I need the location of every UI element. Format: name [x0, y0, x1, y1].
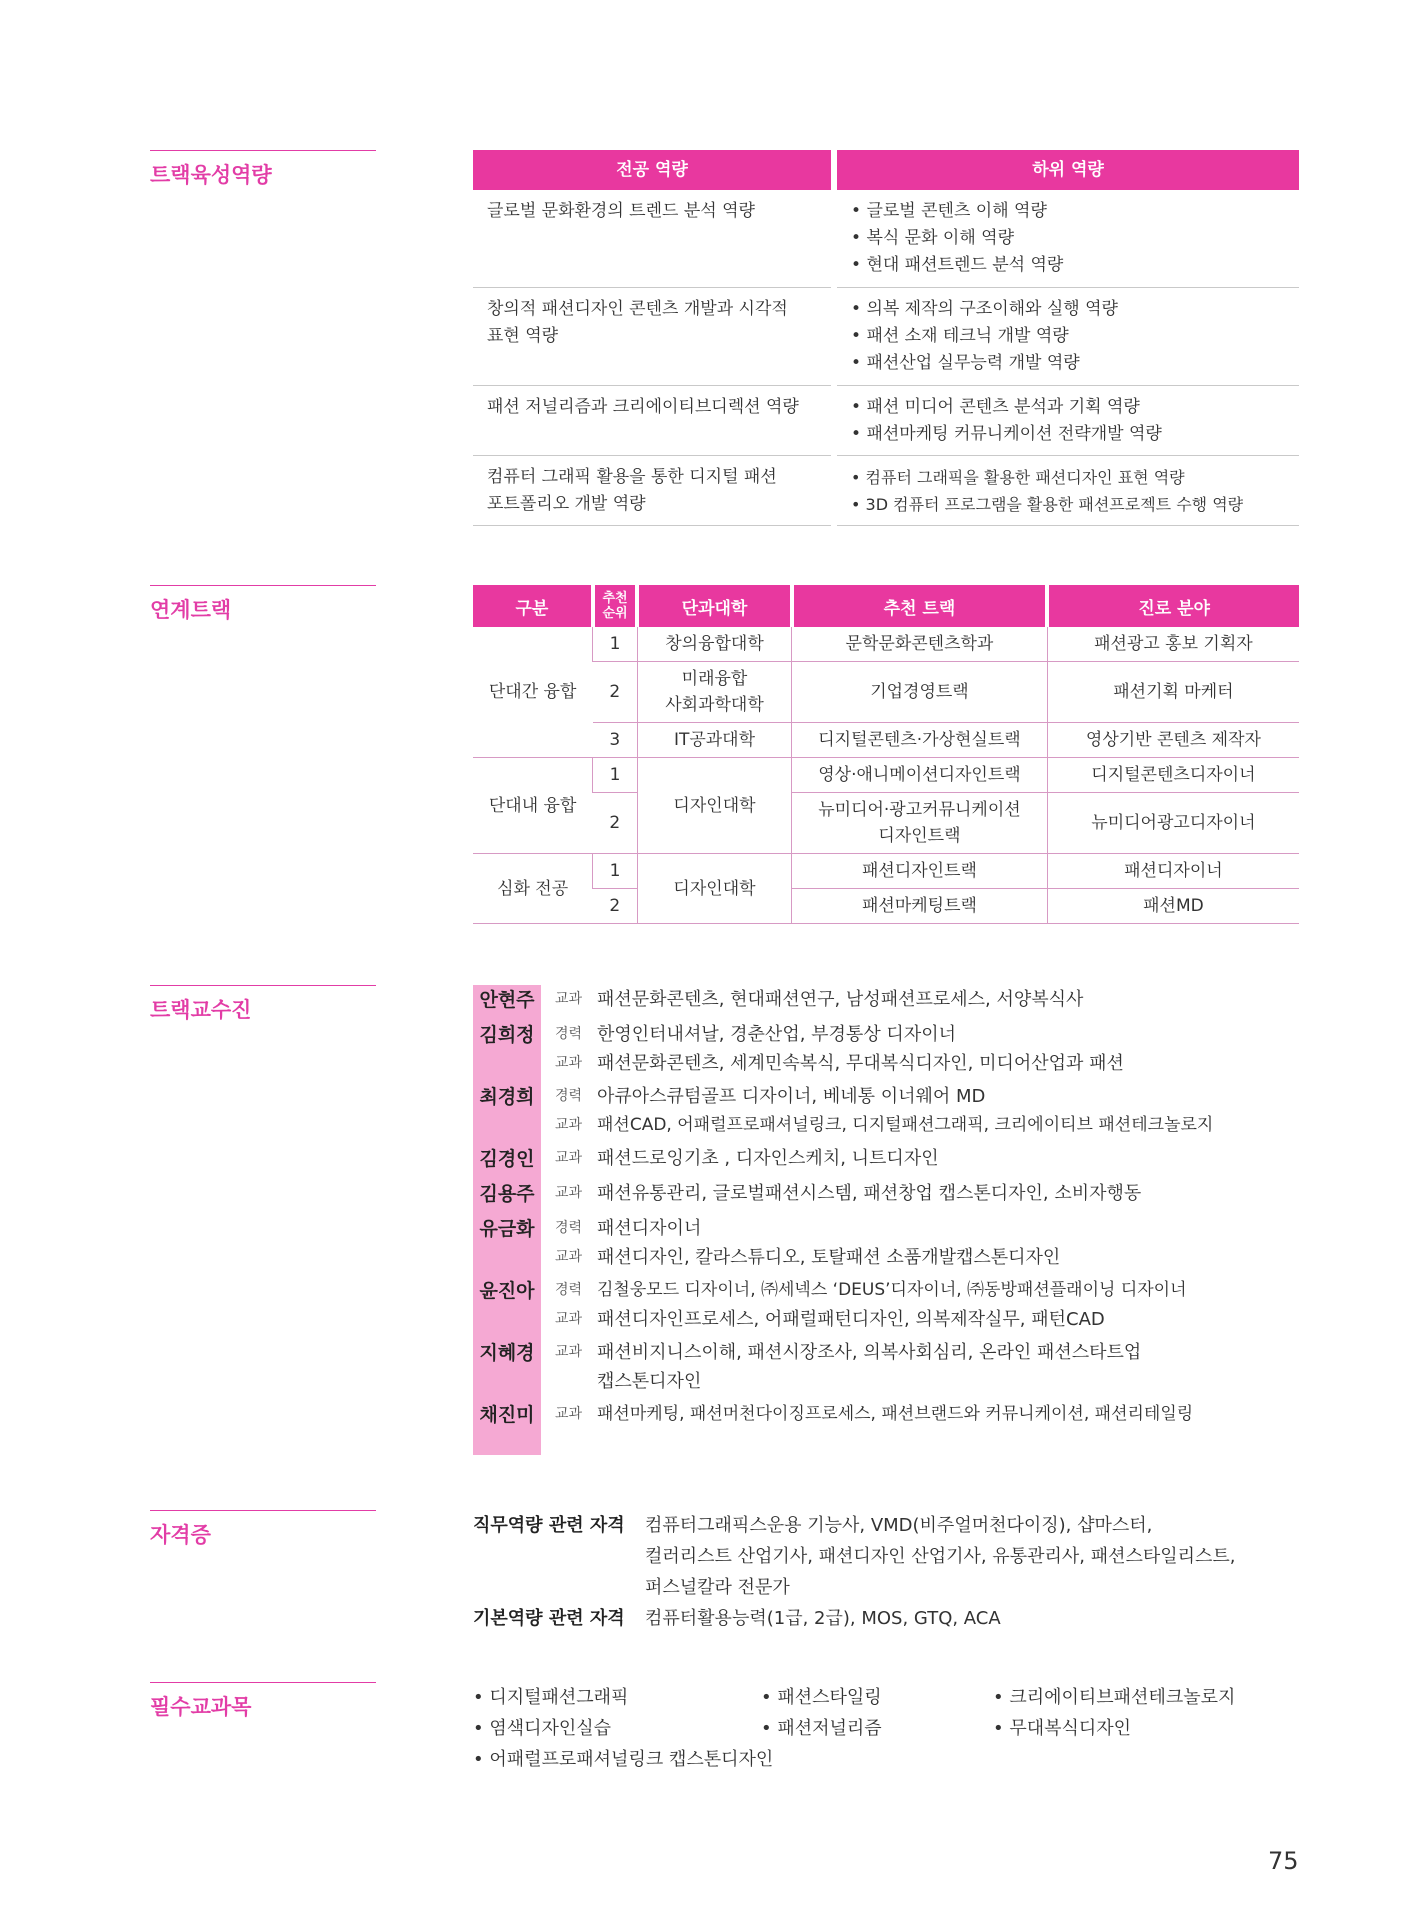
list-item: 김희정 경력 한영인터내셔날, 경춘산업, 부경통상 디자이너 교과 패션문화콘텐츠, 세계민속복식, 무대복식디자인, 미디어산업과 패션	[473, 1020, 1299, 1078]
faculty-name: 최경희	[479, 1086, 535, 1108]
list-item: 안현주 교과 패션문화콘텐츠, 현대패션연구, 남성패션프로세스, 서양복식사	[473, 985, 1299, 1016]
sub-item: • 컴퓨터 그래픽을 활용한 패션디자인 표현 역량	[851, 464, 1285, 491]
faculty-name: 김용주	[479, 1183, 535, 1205]
certificate-list	[473, 1510, 1299, 1634]
sub-item: • 현대 패션트렌드 분석 역량	[851, 252, 1285, 279]
major-text: 패션 저널리즘과 크리에이티브디렉션 역량	[487, 397, 799, 417]
linked-track-table	[473, 585, 1299, 924]
table-header-row	[473, 585, 1299, 627]
sub-item: • 패션 미디어 콘텐츠 분석과 기획 역량	[851, 394, 1285, 421]
list-item: 윤진아 경력 김철웅모드 디자이너, ㈜세넥스 ‘DEUS’디자이너, ㈜동방패션플래이닝 디자이너 교과 패션디자인프로세스, 어패럴패턴디자인, 의복제작실무, 패턴CAD	[473, 1276, 1299, 1334]
faculty-name: 김경인	[479, 1148, 535, 1170]
faculty-name: 지혜경	[479, 1342, 535, 1364]
table-row: 단대간 융합 1 창의융합대학 문학문화콘텐츠학과 패션광고 홍보 기획자	[473, 627, 1299, 662]
sub-item: • 패션산업 실무능력 개발 역량	[851, 350, 1285, 377]
faculty-name: 채진미	[479, 1404, 535, 1426]
list-item: • 염색디자인실습	[473, 1713, 761, 1744]
faculty-name: 안현주	[479, 989, 535, 1011]
table-row	[473, 190, 1299, 288]
sub-item: • 패션 소재 테크닉 개발 역량	[851, 323, 1285, 350]
required-course-list	[473, 1682, 1299, 1775]
section-title-faculty: 트랙교수진	[150, 985, 376, 1024]
table-row	[473, 288, 1299, 386]
table-row: 2 뉴미디어·광고커뮤니케이션 디자인트랙 뉴미디어광고디자이너	[473, 793, 1299, 854]
faculty-name: 윤진아	[479, 1280, 535, 1302]
list-item: • 무대복식디자인	[993, 1713, 1293, 1744]
table-row: 단대내 융합 1 디자인대학 영상·애니메이션디자인트랙 디지털콘텐츠디자이너	[473, 758, 1299, 793]
table-row: 2 미래융합 사회과학대학 기업경영트랙 패션기획 마케터	[473, 662, 1299, 723]
group-label: 단대간 융합	[473, 627, 593, 758]
table-row	[473, 386, 1299, 456]
cert-category: 기본역량 관련 자격	[473, 1608, 625, 1629]
section-title-certificate: 자격증	[150, 1510, 376, 1549]
header-career: 진로 분야	[1047, 585, 1299, 627]
list-item: 김경인 교과 패션드로잉기초 , 디자인스케치, 니트디자인	[473, 1144, 1299, 1175]
section-title-competency: 트랙육성역량	[150, 150, 376, 189]
major-text: 포트폴리오 개발 역량	[487, 494, 646, 514]
header-major: 전공 역량	[473, 150, 831, 190]
list-item: 지혜경 교과 패션비지니스이해, 패션시장조사, 의복사회심리, 온라인 패션스타트업 캡스톤디자인	[473, 1338, 1299, 1396]
competency-header	[473, 150, 1299, 190]
header-rank: 추천 순위	[593, 585, 638, 627]
table-row	[473, 456, 1299, 526]
faculty-name: 유금화	[479, 1218, 535, 1240]
header-college: 단과대학	[637, 585, 791, 627]
major-text: 표현 역량	[487, 326, 559, 346]
table-row: 심화 전공 1 디자인대학 패션디자인트랙 패션디자이너	[473, 854, 1299, 889]
list-item: 최경희 경력 아큐아스큐텀골프 디자이너, 베네통 이너웨어 MD 교과 패션CAD, 어패럴프로패셔널링크, 디지털패션그래픽, 크리에이티브 패션테크놀로지	[473, 1082, 1299, 1140]
sub-item: • 복식 문화 이해 역량	[851, 225, 1285, 252]
list-item: 김용주 교과 패션유통관리, 글로벌패션시스템, 패션창업 캡스톤디자인, 소비자행동	[473, 1179, 1299, 1210]
faculty-section	[0, 985, 1403, 1435]
list-item: • 패션스타일링	[761, 1682, 993, 1713]
list-item: 직무역량 관련 자격 컴퓨터그래픽스운용 기능사, VMD(비주얼머천다이징), 샵마스터, 컬러리스트 산업기사, 패션디자인 산업기사, 유통관리사, 패션스타일리스트, 퍼스널칼라 전문가	[473, 1510, 1299, 1603]
sub-item: • 3D 컴퓨터 프로그램을 활용한 패션프로젝트 수행 역량	[851, 491, 1285, 518]
sub-item: • 패션마케팅 커뮤니케이션 전략개발 역량	[851, 421, 1285, 448]
competency-table	[473, 150, 1299, 526]
sub-item: • 의복 제작의 구조이해와 실행 역량	[851, 296, 1285, 323]
list-item: 채진미 교과 패션마케팅, 패션머천다이징프로세스, 패션브랜드와 커뮤니케이션, 패션리테일링	[473, 1400, 1299, 1431]
list-item: • 패션저널리즘	[761, 1713, 993, 1744]
header-sub: 하위 역량	[837, 150, 1299, 190]
major-text: 창의적 패션디자인 콘텐츠 개발과 시각적	[487, 299, 788, 319]
faculty-name: 김희정	[479, 1024, 535, 1046]
page-number: 75	[1268, 1847, 1299, 1875]
table-row: 2 패션마케팅트랙 패션MD	[473, 889, 1299, 924]
sub-item: • 글로벌 콘텐츠 이해 역량	[851, 198, 1285, 225]
section-title-required: 필수교과목	[150, 1682, 376, 1721]
table-row: 3 IT공과대학 디지털콘텐츠·가상현실트랙 영상기반 콘텐츠 제작자	[473, 723, 1299, 758]
header-track: 추천 트랙	[792, 585, 1048, 627]
list-item: • 디지털패션그래픽	[473, 1682, 761, 1713]
list-item: 기본역량 관련 자격 컴퓨터활용능력(1급, 2급), MOS, GTQ, ACA	[473, 1603, 1299, 1634]
list-item: 유금화 경력 패션디자이너 교과 패션디자인, 칼라스튜디오, 토탈패션 소품개발캡스톤디자인	[473, 1214, 1299, 1272]
list-item: • 어패럴프로패셔널링크 캡스톤디자인	[473, 1744, 1293, 1775]
group-label: 심화 전공	[473, 854, 593, 924]
section-title-linked: 연계트랙	[150, 585, 376, 624]
faculty-list	[473, 985, 1299, 1431]
major-text: 글로벌 문화환경의 트렌드 분석 역량	[487, 201, 755, 221]
major-text: 컴퓨터 그래픽 활용을 통한 디지털 패션	[487, 467, 777, 487]
cert-category: 직무역량 관련 자격	[473, 1515, 625, 1536]
list-item: • 크리에이티브패션테크놀로지	[993, 1682, 1293, 1713]
header-category: 구분	[473, 585, 593, 627]
group-label: 단대내 융합	[473, 758, 593, 854]
